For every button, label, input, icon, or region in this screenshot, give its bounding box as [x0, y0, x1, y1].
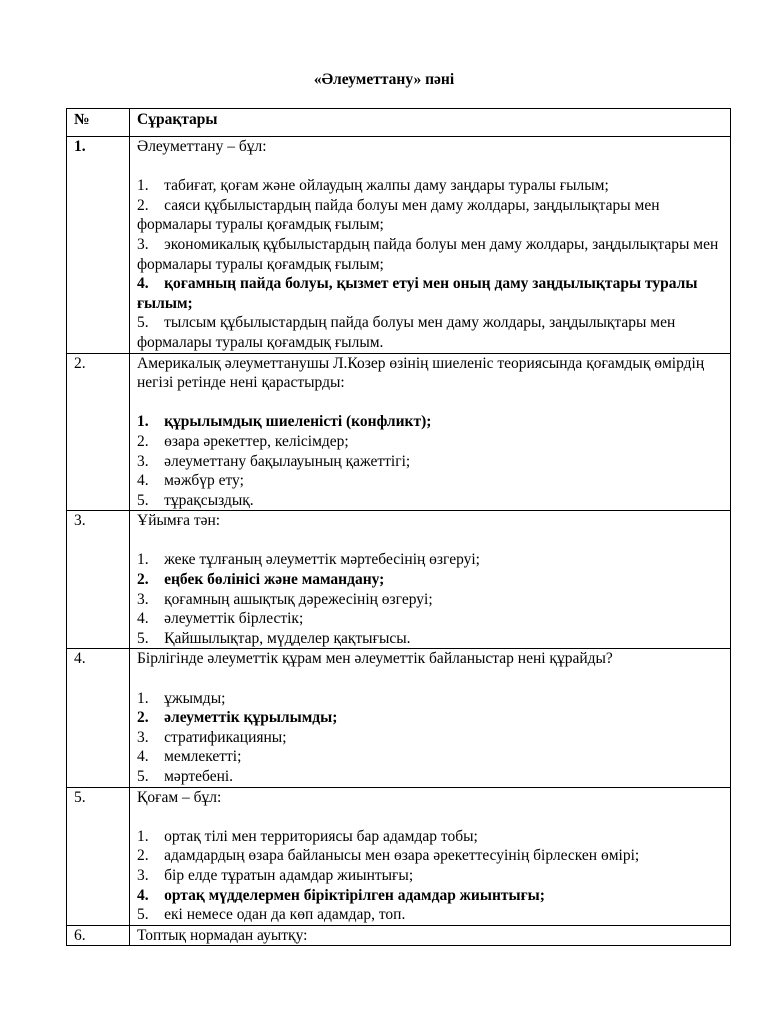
question-row: [67, 925, 731, 946]
answer-option: 5. екі немесе одан да көп адамдар, топ.: [137, 906, 406, 924]
answer-option-correct: 4. ортақ мүдделермен біріктірілген адамдар жиынтығы;: [137, 886, 545, 904]
answer-option: 3. қоғамның ашықтық дәрежесінің өзгеруі;: [137, 590, 433, 608]
document-title: «Әлеуметтану» пәні: [313, 71, 455, 88]
answer-option: 4. мәжбүр ету;: [137, 472, 244, 490]
spacer: [137, 531, 726, 551]
answer-option: 5. тылсым құбылыстардың пайда болуы мен даму жолдары, заңдылықтары мен формалары туралы қоғамдық ғылым.: [137, 314, 676, 351]
question-row: [67, 353, 731, 511]
question-cell: [130, 137, 731, 354]
question-text: Ұйымға тән:: [137, 512, 221, 530]
question-number: 5.: [67, 787, 130, 925]
answer-option: 3. бір елде тұратын адамдар жиынтығы;: [137, 866, 414, 884]
spacer: [137, 807, 726, 827]
answer-option: 2. саяси құбылыстардың пайда болуы мен даму жолдары, заңдылықтары мен формалары туралы қоғамдық ғылым;: [137, 196, 660, 234]
question-cell: [130, 511, 731, 649]
question-row: [67, 137, 731, 354]
answer-option: 4. әлеуметтік бірлестік;: [137, 610, 304, 628]
answer-option: 1. ортақ тілі мен территориясы бар адамдар тобы;: [137, 827, 478, 845]
header-questions: Сұрақтары: [130, 109, 731, 137]
answer-option: 5. Қайшылықтар, мүдделер қақтығысы.: [137, 629, 411, 647]
table-header-row: [67, 109, 731, 137]
question-cell: [130, 925, 731, 946]
question-cell: [130, 353, 731, 511]
answer-option-correct: 4. қоғамның пайда болуы, қызмет етуі мен оның даму заңдылықтары туралы ғылым;: [137, 275, 698, 312]
question-text: Бірлігінде әлеуметтік құрам мен әлеуметтік байланыстар нені құрайды?: [137, 650, 613, 668]
question-number: 4.: [67, 649, 130, 787]
answer-option: 3. әлеуметтану бақылауының қажеттігі;: [137, 452, 411, 470]
spacer: [137, 669, 726, 689]
question-cell: [130, 787, 731, 925]
spacer: [137, 393, 726, 413]
question-text: Топтық нормадан ауытқу:: [137, 926, 308, 944]
answer-option: 1. ұжымды;: [137, 689, 226, 707]
question-number: 3.: [67, 511, 130, 649]
question-number: 1.: [67, 137, 130, 354]
answer-option: 1. жеке тұлғаның әлеуметтік мәртебесінің өзгеруі;: [137, 551, 480, 569]
answer-option-correct: 2. еңбек бөлінісі және мамандану;: [137, 571, 385, 589]
answer-option: 4. мемлекетті;: [137, 748, 242, 766]
questions-table: [66, 108, 731, 946]
question-row: [67, 787, 731, 925]
question-cell: [130, 649, 731, 787]
spacer: [137, 157, 726, 177]
answer-option: 2. өзара әрекеттер, келісімдер;: [137, 432, 349, 450]
header-number: №: [67, 109, 130, 137]
answer-option-correct: 1. құрылымдық шиеленісті (конфликт);: [137, 413, 432, 431]
answer-option: 1. табиғат, қоғам және ойлаудың жалпы даму заңдары туралы ғылым;: [137, 177, 609, 195]
answer-option: 2. адамдардың өзара байланысы мен өзара әрекеттесуінің бірлескен өмірі;: [137, 847, 640, 865]
answer-option-correct: 2. әлеуметтік құрылымды;: [137, 709, 338, 727]
answer-option: 5. тұрақсыздық.: [137, 491, 254, 509]
question-text: Америкалық әлеуметтанушы Л.Козер өзінің шиеленіс теориясында қоғамдық өмірдің негізі ретінде нені қарастырды:: [137, 354, 705, 392]
answer-option: 3. экономикалық құбылыстардың пайда болуы мен даму жолдары, заңдылықтары мен формалары туралы қоғамдық ғылым;: [137, 235, 719, 273]
answer-option: 5. мәртебені.: [137, 768, 234, 785]
question-text: Әлеуметтану – бұл:: [137, 138, 267, 155]
question-number: 6.: [67, 925, 130, 946]
question-number: 2.: [67, 353, 130, 511]
question-row: [67, 649, 731, 787]
question-row: [67, 511, 731, 649]
question-text: Қоғам – бұл:: [137, 788, 222, 806]
answer-option: 3. стратификацияны;: [137, 728, 287, 746]
